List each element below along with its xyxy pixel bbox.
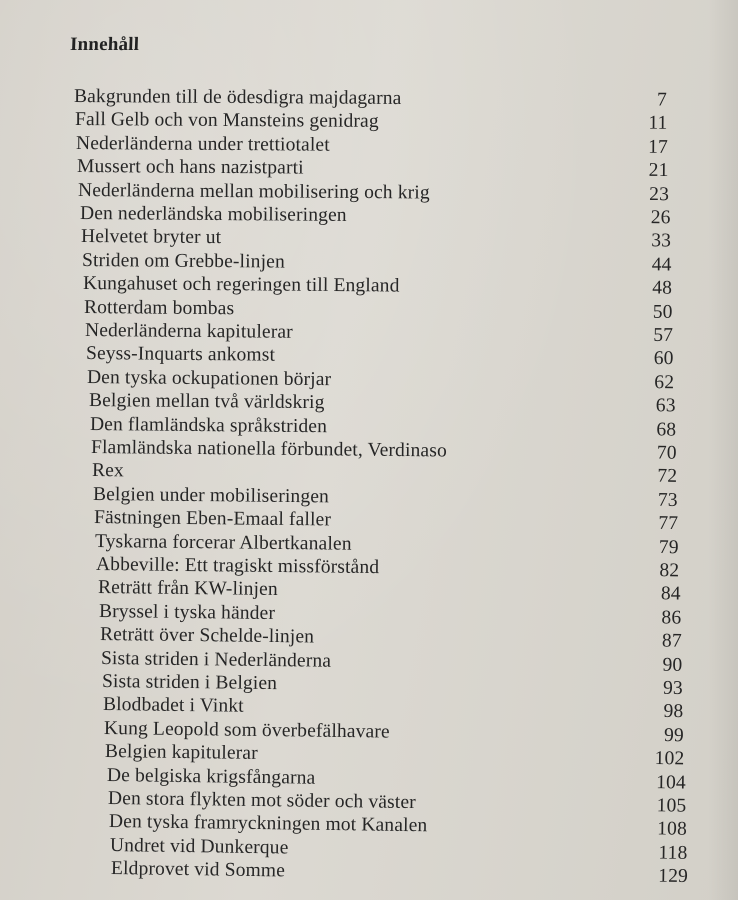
- toc-entry-title: Belgien mellan två världskrig: [88, 390, 325, 414]
- toc-entry-page-number: 48: [652, 277, 673, 299]
- toc-entry-title: Sista striden i Nederländerna: [100, 647, 332, 672]
- toc-entry-page-number: 84: [660, 583, 681, 605]
- toc-entry-page-number: 118: [658, 842, 688, 864]
- toc-entry-page-number: 23: [649, 183, 670, 205]
- toc-entry-page-number: 129: [658, 865, 689, 888]
- toc-entry-title: Striden om Grebbe-linjen: [81, 249, 285, 273]
- toc-entry-page-number: 33: [650, 230, 671, 252]
- page-title: Innehåll: [69, 34, 140, 55]
- toc-entry-title: Nederländerna mellan mobilisering och krig: [78, 179, 431, 204]
- toc-entry-title: Undret vid Dunkerque: [109, 834, 289, 859]
- toc-entry-title: Bakgrunden till de ödesdigra majdagarna: [73, 86, 402, 110]
- toc-entry-page-number: 93: [662, 677, 683, 700]
- toc-entry-title: Seyss-Inquarts ankomst: [86, 343, 276, 367]
- toc-entry-title: Fall Gelb och von Mansteins genidrag: [75, 109, 379, 133]
- toc-entry-page-number: 87: [661, 630, 682, 652]
- toc-entry-page-number: 90: [662, 654, 683, 676]
- toc-entry-title: Den tyska framryckningen mot Kanalen: [108, 811, 428, 837]
- toc-entry-page-number: 57: [653, 324, 674, 346]
- toc-entry-page-number: 7: [657, 89, 668, 111]
- toc-entry-page-number: 99: [664, 724, 685, 747]
- toc-entry-page-number: 11: [648, 113, 668, 135]
- toc-entry-page-number: 104: [655, 771, 686, 794]
- toc-entry-page-number: 62: [654, 371, 675, 394]
- toc-entry-title: Reträtt över Schelde-linjen: [99, 624, 315, 648]
- toc-entry-title: Rex: [91, 460, 124, 482]
- toc-entry-page-number: 73: [657, 489, 678, 511]
- toc-entry-title: Helvetet bryter ut: [80, 226, 222, 249]
- toc-entry-title: Abbeville: Ett tragiskt missförstånd: [96, 554, 380, 579]
- toc-entry-title: Belgien kapitulerar: [105, 741, 259, 765]
- toc-entry-title: Sista striden i Belgien: [101, 671, 278, 695]
- toc-entry-page-number: 68: [655, 418, 676, 441]
- toc-entry-title: Nederländerna under trettiotalet: [76, 132, 331, 156]
- toc-entry-title: Eldprovet vid Somme: [110, 858, 286, 882]
- toc-entry-title: Den stora flykten mot söder och väster: [107, 788, 416, 814]
- toc-entry-page-number: 17: [648, 136, 669, 158]
- toc-entry-title: Tyskarna forcerar Albertkanalen: [95, 530, 353, 555]
- toc-entry-page-number: 72: [657, 465, 678, 488]
- toc-entry-title: Fästningen Eben-Emaal faller: [94, 507, 332, 531]
- toc-entry-title: De belgiska krigsfångarna: [106, 764, 316, 789]
- toc-entry-page-number: 60: [654, 348, 675, 370]
- toc-entry-title: Flamländska nationella förbundet, Verdinaso: [90, 437, 447, 462]
- toc-entry-page-number: 63: [655, 395, 676, 417]
- toc-entry-page-number: 21: [648, 160, 669, 182]
- toc-entry-page-number: 44: [651, 254, 672, 276]
- toc-entry-page-number: 98: [663, 701, 684, 723]
- toc-entry-page-number: 26: [650, 207, 671, 229]
- toc-entry-title: Kung Leopold som överbefälhavare: [104, 717, 391, 743]
- toc-entry-page-number: 105: [656, 795, 687, 817]
- toc-entry-page-number: 82: [659, 560, 680, 582]
- toc-entry-title: Mussert och hans nazistparti: [77, 156, 305, 179]
- toc-entry-title: Blodbadet i Vinkt: [103, 694, 245, 718]
- toc-entry-page-number: 102: [654, 748, 685, 770]
- toc-entry-page-number: 86: [661, 607, 682, 629]
- toc-entry-title: Reträtt från KW-linjen: [97, 577, 278, 601]
- toc-entry-title: Den tyska ockupationen börjar: [87, 366, 332, 390]
- toc-entry-page-number: 77: [658, 513, 679, 535]
- toc-entry-title: Belgien under mobiliseringen: [92, 483, 330, 508]
- toc-entry-title: Kungahuset och regeringen till England: [82, 273, 400, 297]
- toc-entry-page-number: 79: [659, 536, 680, 558]
- toc-entry-page-number: 50: [652, 301, 673, 323]
- toc-entry-title: Den nederländska mobiliseringen: [79, 203, 347, 226]
- toc-entry-title: Nederländerna kapitulerar: [85, 320, 294, 343]
- toc-entry-title: Den flamländska språkstriden: [89, 413, 327, 437]
- toc-entry-page-number: 108: [656, 818, 687, 841]
- toc-entry-title: Bryssel i tyska händer: [98, 600, 275, 624]
- toc-entry-page-number: 70: [656, 442, 677, 464]
- toc-entry-title: Rotterdam bombas: [83, 296, 235, 319]
